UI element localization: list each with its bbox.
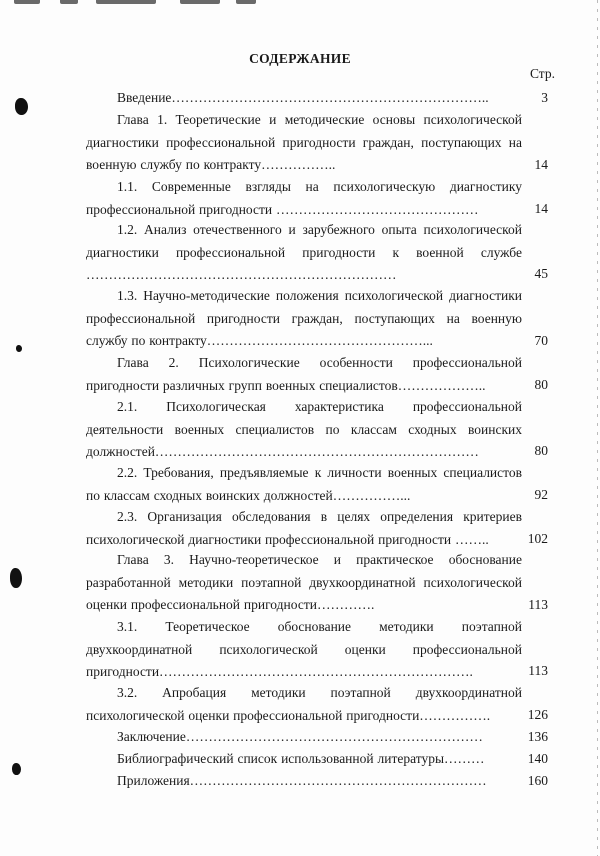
punch-hole-mark (10, 568, 22, 588)
toc-entry-chapter-1: Глава 1. Теоретические и методические основы психологической диагностики профессиональной пригодности граждан, поступающих на военную службу по контракту…………….. (86, 112, 522, 172)
toc-entry-section-1-2: 1.2. Анализ отечественного и зарубежного опыта психологической диагностики профессиональной пригодности к военной службе …………………………………………………………… (86, 222, 522, 282)
toc-page-number: 92 (534, 487, 548, 502)
toc-page-number: 45 (534, 266, 548, 281)
toc-page-number: 113 (528, 663, 548, 678)
toc-page-number: 70 (534, 333, 548, 348)
toc-entry-section-3-2: 3.2. Апробация методики поэтапной двухкоординатной психологической оценки профессиональной пригодности……………. (86, 685, 522, 723)
toc-entry-section-2-3: 2.3. Организация обследования в целях определения критериев психологической диагностики профессиональной пригодности …….. (86, 509, 522, 547)
page-title: СОДЕРЖАНИЕ (249, 51, 351, 66)
toc-entry-chapter-3: Глава 3. Научно-теоретическое и практическое обоснование разработанной методики поэтапной двухкоординатной психологической оценки профессиональной пригодности…………. (86, 552, 522, 612)
toc-page-number: 160 (527, 773, 548, 788)
scan-top-edge (0, 0, 600, 6)
toc-entry-conclusion: Заключение………………………………………………………… (117, 729, 483, 744)
toc-page-number: 14 (534, 157, 548, 172)
toc-page-number: 80 (534, 377, 548, 392)
punch-hole-mark (15, 98, 28, 115)
toc-entry-introduction: Введение…………………………………………………………….. (117, 90, 489, 105)
toc-page-number: 102 (527, 531, 548, 546)
punch-hole-mark (12, 763, 21, 775)
toc-page-number: 14 (534, 201, 548, 216)
toc-entry-chapter-2: Глава 2. Психологические особенности профессиональной пригодности различных групп военных специалистов……………….. (86, 355, 522, 393)
toc-entry-section-1-3: 1.3. Научно-методические положения психологической диагностики профессиональной пригодности граждан, поступающих на военную службу по контракту…………………………………………... (86, 288, 522, 348)
page-column-header: Стр. (529, 66, 555, 81)
toc-entry-section-2-2: 2.2. Требования, предъявляемые к личности военных специалистов по классам сходных воинских должностей……………... (86, 465, 522, 503)
toc-page-number: 140 (527, 751, 548, 766)
punch-hole-mark (16, 345, 22, 352)
toc-entry-section-3-1: 3.1. Теоретическое обоснование методики поэтапной двухкоординатной психологической оценки профессиональной пригодности……………………………………………………………. (86, 619, 522, 679)
toc-page-number: 113 (528, 597, 548, 612)
toc-page-number: 80 (534, 443, 548, 458)
toc-page-number: 126 (527, 707, 548, 722)
toc-entry-appendices: Приложения………………………………………………………… (117, 773, 487, 788)
toc-entry-section-1-1: 1.1. Современные взгляды на психологическую диагностику профессиональной пригодности ……………………………………… (86, 179, 522, 217)
toc-page-number: 3 (541, 90, 548, 105)
scan-right-edge (597, 0, 598, 856)
toc-entry-bibliography: Библиографический список использованной литературы……… (117, 751, 485, 766)
toc-page-number: 136 (527, 729, 548, 744)
toc-entry-section-2-1: 2.1. Психологическая характеристика профессиональной деятельности военных специалистов по классам сходных воинских должностей……………………………………………………………… (86, 399, 522, 459)
